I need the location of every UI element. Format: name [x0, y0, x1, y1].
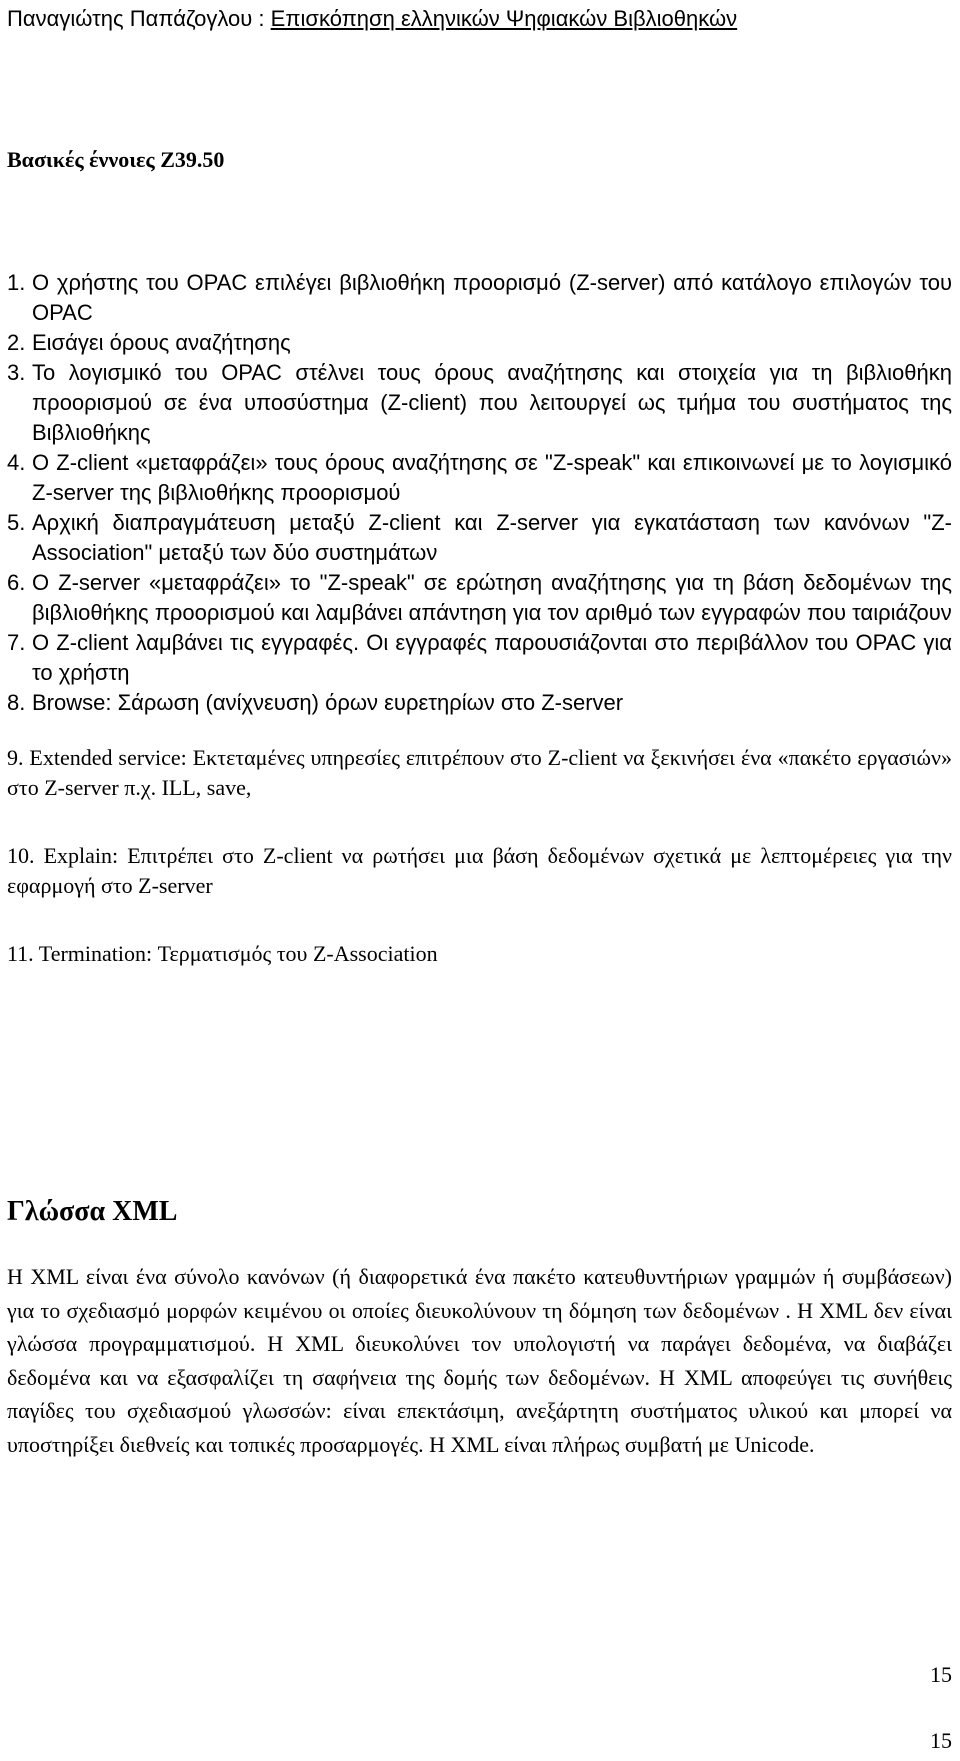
list-item: [7, 688, 952, 718]
xml-body-paragraph: Η XML είναι ένα σύνολο κανόνων (ή διαφορετικά ένα πακέτο κατευθυντήριων γραμμών ή συμβάσεων) για το σχεδιασμό μορφών κειμένου οι οποίες διευκολύνουν τη δόμηση των δεδομένων . Η XML δεν είναι γλώσσα προγραμματισμού. Η XML διευκολύνει τον υπολογιστή να παράγει δεδομένα, να διαβάζει δεδομένα και να εξασφαλίζει τη σαφήνεια της δομής των δεδομένων. Η XML αποφεύγει τις συνήθεις παγίδες του σχεδιασμού γλωσσών: είναι επεκτάσιμη, ανεξάρτητη συστήματος υλικού και μπορεί να υποστηρίξει διεθνείς και τοπικές προσαρμογές. Η XML είναι πλήρως συμβατή με Unicode.: [7, 1264, 952, 1457]
item-text: Explain: Επιτρέπει στο Z-client να ρωτήσει μια βάση δεδομένων σχετικά με λεπτομέρειες για την εφαρμογή στο Z-server: [7, 843, 953, 898]
header-author: Παναγιώτης Παπάζογλου: [7, 6, 253, 31]
item-text: Ο Z-client λαμβάνει τις εγγραφές. Οι εγγραφές παρουσιάζονται στο περιβάλλον του OPAC για το χρήστη: [32, 630, 952, 685]
item-number: 6.: [7, 570, 26, 595]
item-number: 1.: [7, 270, 26, 295]
item-number: 10.: [7, 843, 35, 868]
item-text: Εισάγει όρους αναζήτησης: [32, 330, 291, 355]
item-number: 9.: [7, 745, 24, 770]
section-title-z3950: Βασικές έννοιες Z39.50: [7, 147, 225, 172]
z3950-steps-list: [7, 268, 952, 969]
header-subtitle: Επισκόπηση ελληνικών Ψηφιακών Βιβλιοθηκών: [270, 6, 738, 31]
header-separator: :: [252, 6, 271, 31]
list-item: [7, 568, 952, 628]
item-number: 5.: [7, 510, 26, 535]
item-text: Extended service: Εκτεταμένες υπηρεσίες επιτρέπουν στο Z-client να ξεκινήσει ένα «πακέτο εργασιών» στο Z-server π.χ. ILL, save,: [7, 745, 952, 800]
item-number: 11.: [7, 941, 34, 966]
item-text: Ο Z-client «μεταφράζει» τους όρους αναζήτησης σε "Z-speak" και επικοινωνεί με το λογισμικό Z-server της βιβλιοθήκης προορισμού: [32, 450, 952, 505]
item-number: 3.: [7, 360, 26, 385]
item-number: 4.: [7, 450, 26, 475]
list-item: [7, 939, 952, 969]
page-number-footer: 15: [930, 1728, 952, 1753]
section-title-xml: Γλώσσα XML: [7, 1196, 178, 1227]
item-text: Termination: Τερματισμός του Z-Association: [38, 941, 438, 966]
list-item: [7, 841, 952, 901]
list-item: [7, 628, 952, 688]
item-text: Αρχική διαπραγμάτευση μεταξύ Z-client και Z-server για εγκατάσταση των κανόνων "Z-Association" μεταξύ των δύο συστημάτων: [32, 510, 952, 565]
list-item: [7, 743, 952, 803]
item-text: Το λογισμικό του OPAC στέλνει τους όρους αναζήτησης και στοιχεία για τη βιβλιοθήκη προορισμού σε ένα υποσύστημα (Z-client) που λειτουργεί ως τμήμα του συστήματος της Βιβλιοθήκης: [32, 360, 952, 445]
list-item: [7, 508, 952, 568]
list-item: [7, 328, 952, 358]
list-item: [7, 358, 952, 448]
item-text: Browse: Σάρωση (ανίχνευση) όρων ευρετηρίων στο Z-server: [32, 690, 624, 715]
list-item: [7, 448, 952, 508]
list-item: [7, 268, 952, 328]
item-number: 7.: [7, 630, 26, 655]
item-text: Ο Z-server «μεταφράζει» το "Z-speak" σε ερώτηση αναζήτησης για τη βάση δεδομένων της βιβλιοθήκης προορισμού και λαμβάνει απάντηση για τον αριθμό των εγγραφών που ταιριάζουν: [32, 570, 952, 625]
item-number: 2.: [7, 330, 26, 355]
item-text: Ο χρήστης του OPAC επιλέγει βιβλιοθήκη προορισμό (Z-server) από κατάλογο επιλογών του OPAC: [32, 270, 952, 325]
running-header: [7, 4, 952, 34]
page-number: 15: [930, 1662, 952, 1687]
item-number: 8.: [7, 690, 26, 715]
